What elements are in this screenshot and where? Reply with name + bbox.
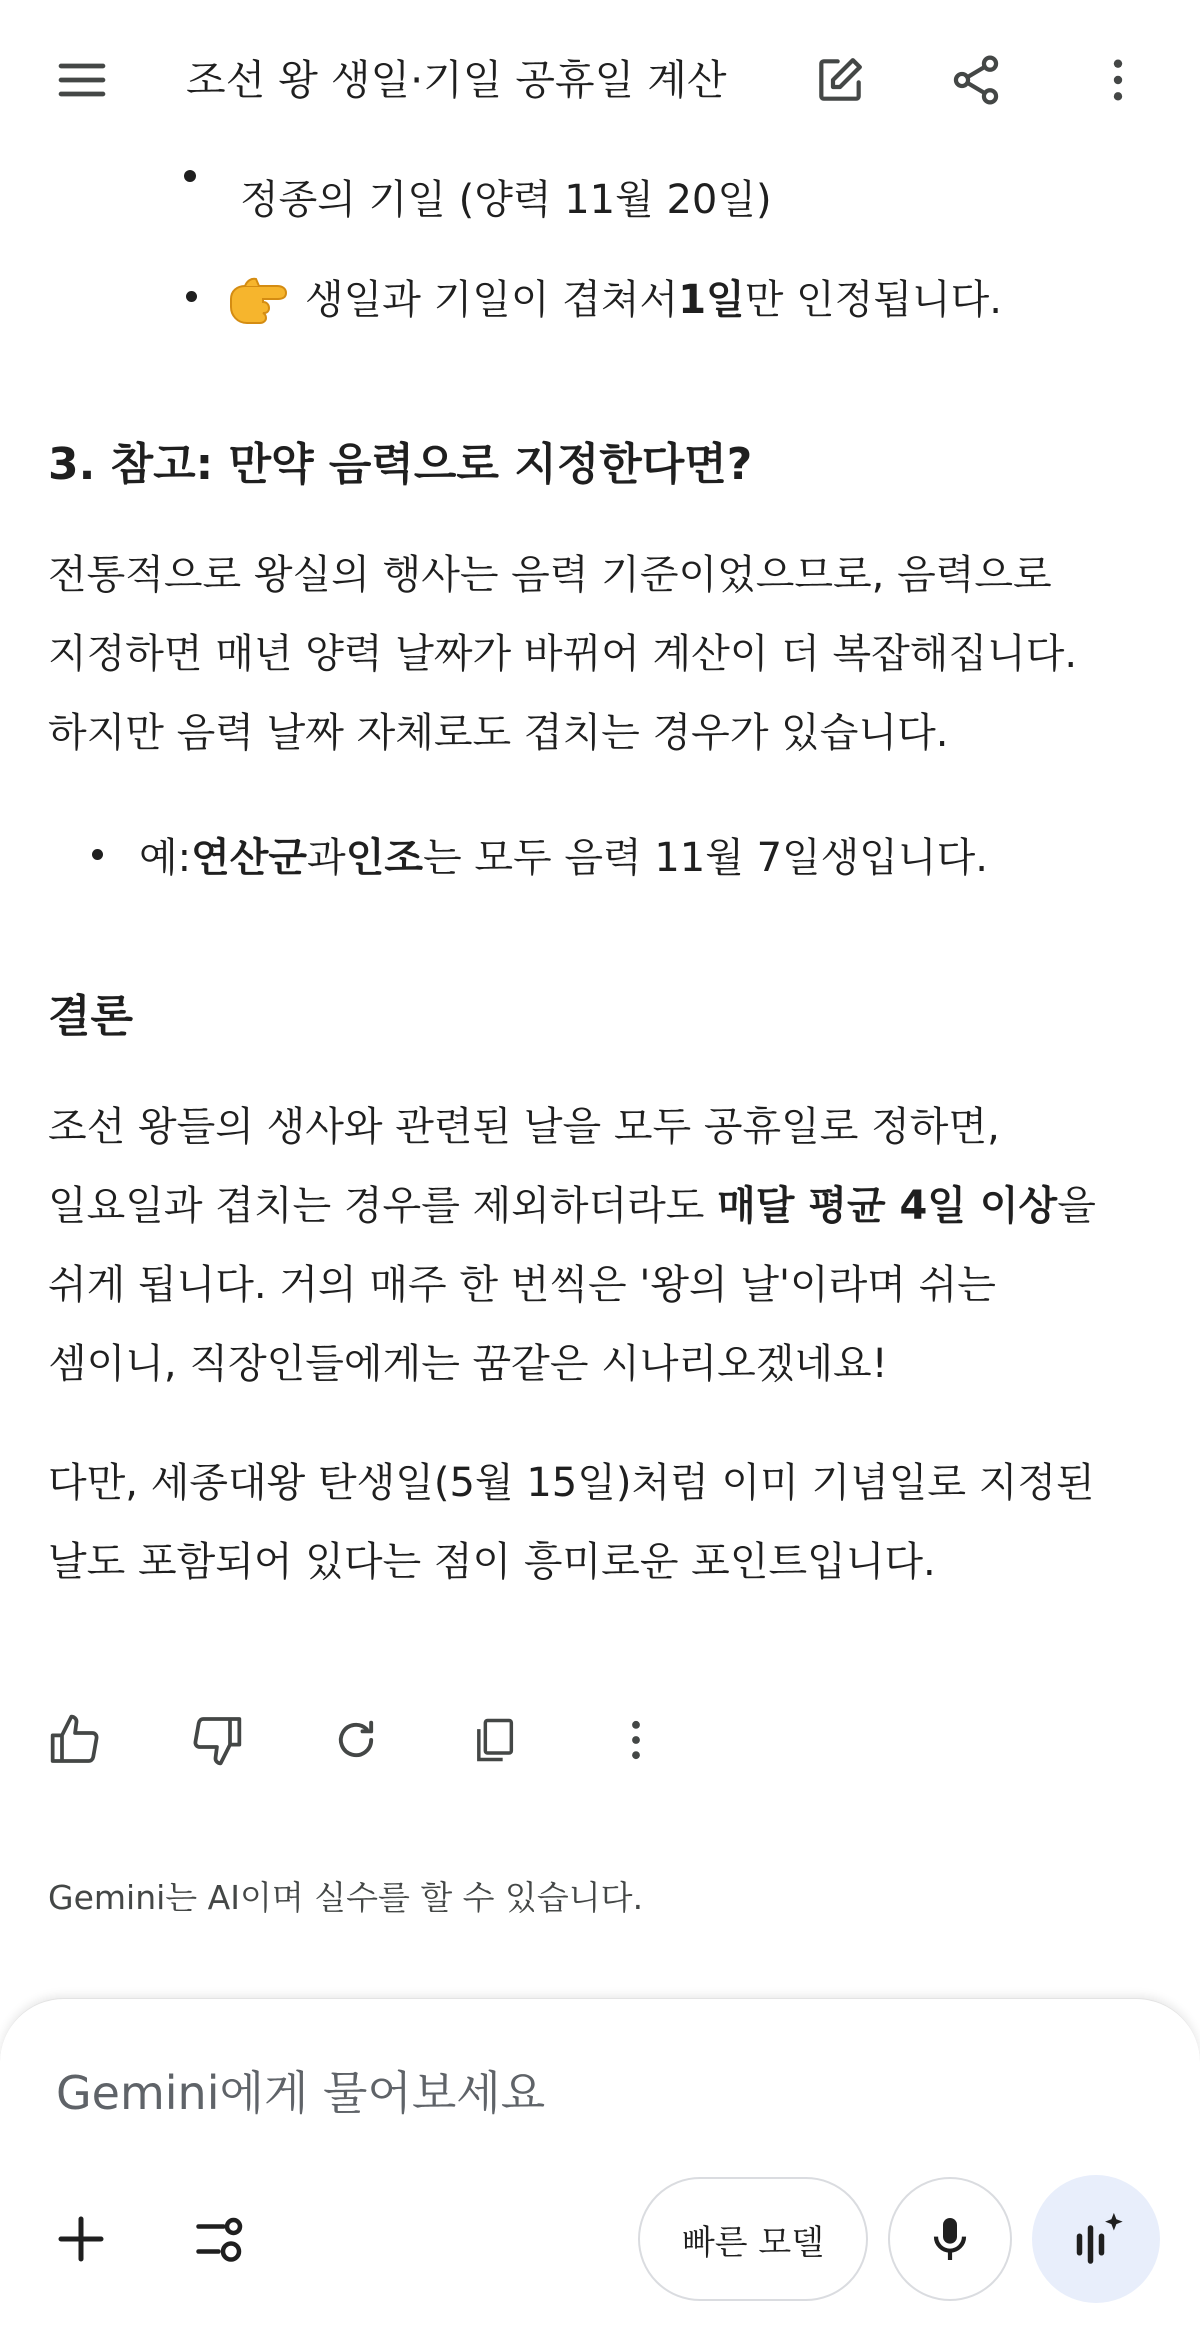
live-icon — [1063, 2206, 1129, 2272]
section-heading-3: 3. 참고: 만약 음력으로 지정한다면? — [48, 439, 753, 490]
thumbs-down-button[interactable] — [176, 1700, 256, 1780]
paragraph-line: 지정하면 매년 양력 날짜가 바뀌어 계산이 더 복잡해집니다. — [48, 631, 1078, 677]
more-vert-icon — [1090, 52, 1146, 108]
example-prefix: 예: — [139, 835, 192, 881]
refresh-icon — [330, 1714, 382, 1766]
prompt-input[interactable] — [54, 2065, 954, 2121]
more-options-button[interactable] — [596, 1700, 676, 1780]
example-mid: 과 — [307, 835, 346, 881]
bullet-dot — [92, 849, 103, 860]
mic-icon — [922, 2211, 978, 2267]
disclaimer-text: Gemini는 AI이며 실수를 할 수 있습니다. — [48, 1878, 644, 1917]
paragraph-line-emphasis — [48, 1167, 1168, 1246]
tools-button[interactable] — [176, 2194, 266, 2284]
paragraph-line: 셈이니, 직장인들에게는 꿈같은 시나리오겠네요! — [48, 1341, 888, 1387]
copy-icon — [468, 1714, 520, 1766]
prompt-composer — [0, 1998, 1200, 2343]
add-attachment-button[interactable] — [36, 2194, 126, 2284]
example-bold-yeonsangun: 연산군 — [191, 835, 308, 881]
paragraph-line: 쉬게 됩니다. 거의 매주 한 번씩은 '왕의 날'이라며 쉬는 — [48, 1262, 996, 1308]
voice-input-button[interactable] — [888, 2177, 1012, 2301]
more-vert-icon — [610, 1714, 662, 1766]
share-button[interactable] — [936, 40, 1016, 120]
bullet-dot — [184, 170, 196, 182]
pointing-hand-icon — [227, 269, 289, 325]
conclusion-line2-bold: 매달 평균 4일 이상 — [717, 1183, 1058, 1229]
thumbs-up-icon — [48, 1712, 104, 1768]
paragraph-line: 조선 왕들의 생사와 관련된 날을 모두 공휴일로 정하면, — [48, 1104, 1000, 1150]
plus-icon — [51, 2209, 111, 2269]
menu-icon — [54, 52, 110, 108]
summary-text-suffix: 만 인정됩니다. — [744, 277, 1002, 323]
live-mode-button[interactable] — [1032, 2175, 1160, 2303]
example-suffix: 는 모두 음력 11월 7일생입니다. — [422, 835, 988, 881]
top-app-bar — [0, 0, 1200, 160]
copy-button[interactable] — [454, 1700, 534, 1780]
model-selector-button[interactable]: 빠른 모델 — [638, 2177, 868, 2301]
summary-text-prefix: 생일과 기일이 겹쳐서 — [305, 277, 679, 323]
more-menu-button[interactable] — [1078, 40, 1158, 120]
list-item-summary — [186, 268, 1002, 325]
response-actions — [0, 1700, 1200, 1780]
summary-text-bold: 1일 — [678, 277, 745, 323]
bullet-dot — [186, 291, 197, 302]
example-bold-injo: 인조 — [345, 835, 423, 881]
conclusion-heading: 결론 — [48, 991, 134, 1042]
menu-button[interactable] — [42, 40, 122, 120]
list-item-example — [92, 826, 988, 883]
conclusion-paragraph — [48, 1088, 1168, 1404]
edit-icon — [812, 52, 868, 108]
note-paragraph — [48, 1444, 1168, 1602]
paragraph-line: 날도 포함되어 있다는 점이 흥미로운 포인트입니다. — [48, 1539, 936, 1585]
tools-icon — [191, 2209, 251, 2269]
partial-list-item: 정종의 기일 (양력 11월 20일) — [240, 177, 772, 223]
paragraph-line: 하지만 음력 날짜 자체로도 겹치는 경우가 있습니다. — [48, 710, 949, 756]
section-3-paragraph — [48, 536, 1168, 773]
thumbs-down-icon — [188, 1712, 244, 1768]
share-icon — [948, 52, 1004, 108]
thumbs-up-button[interactable] — [36, 1700, 116, 1780]
paragraph-line: 전통적으로 왕실의 행사는 음력 기준이었으므로, 음력으로 — [48, 552, 1052, 598]
conclusion-line2-suffix: 을 — [1057, 1183, 1096, 1229]
conclusion-line2-prefix: 일요일과 겹치는 경우를 제외하더라도 — [48, 1183, 718, 1229]
paragraph-line: 다만, 세종대왕 탄생일(5월 15일)처럼 이미 기념일로 지정된 — [48, 1460, 1095, 1506]
regenerate-button[interactable] — [316, 1700, 396, 1780]
conversation-title[interactable]: 조선 왕 생일·기일 공휴일 계산 — [186, 56, 727, 104]
new-chat-button[interactable] — [800, 40, 880, 120]
